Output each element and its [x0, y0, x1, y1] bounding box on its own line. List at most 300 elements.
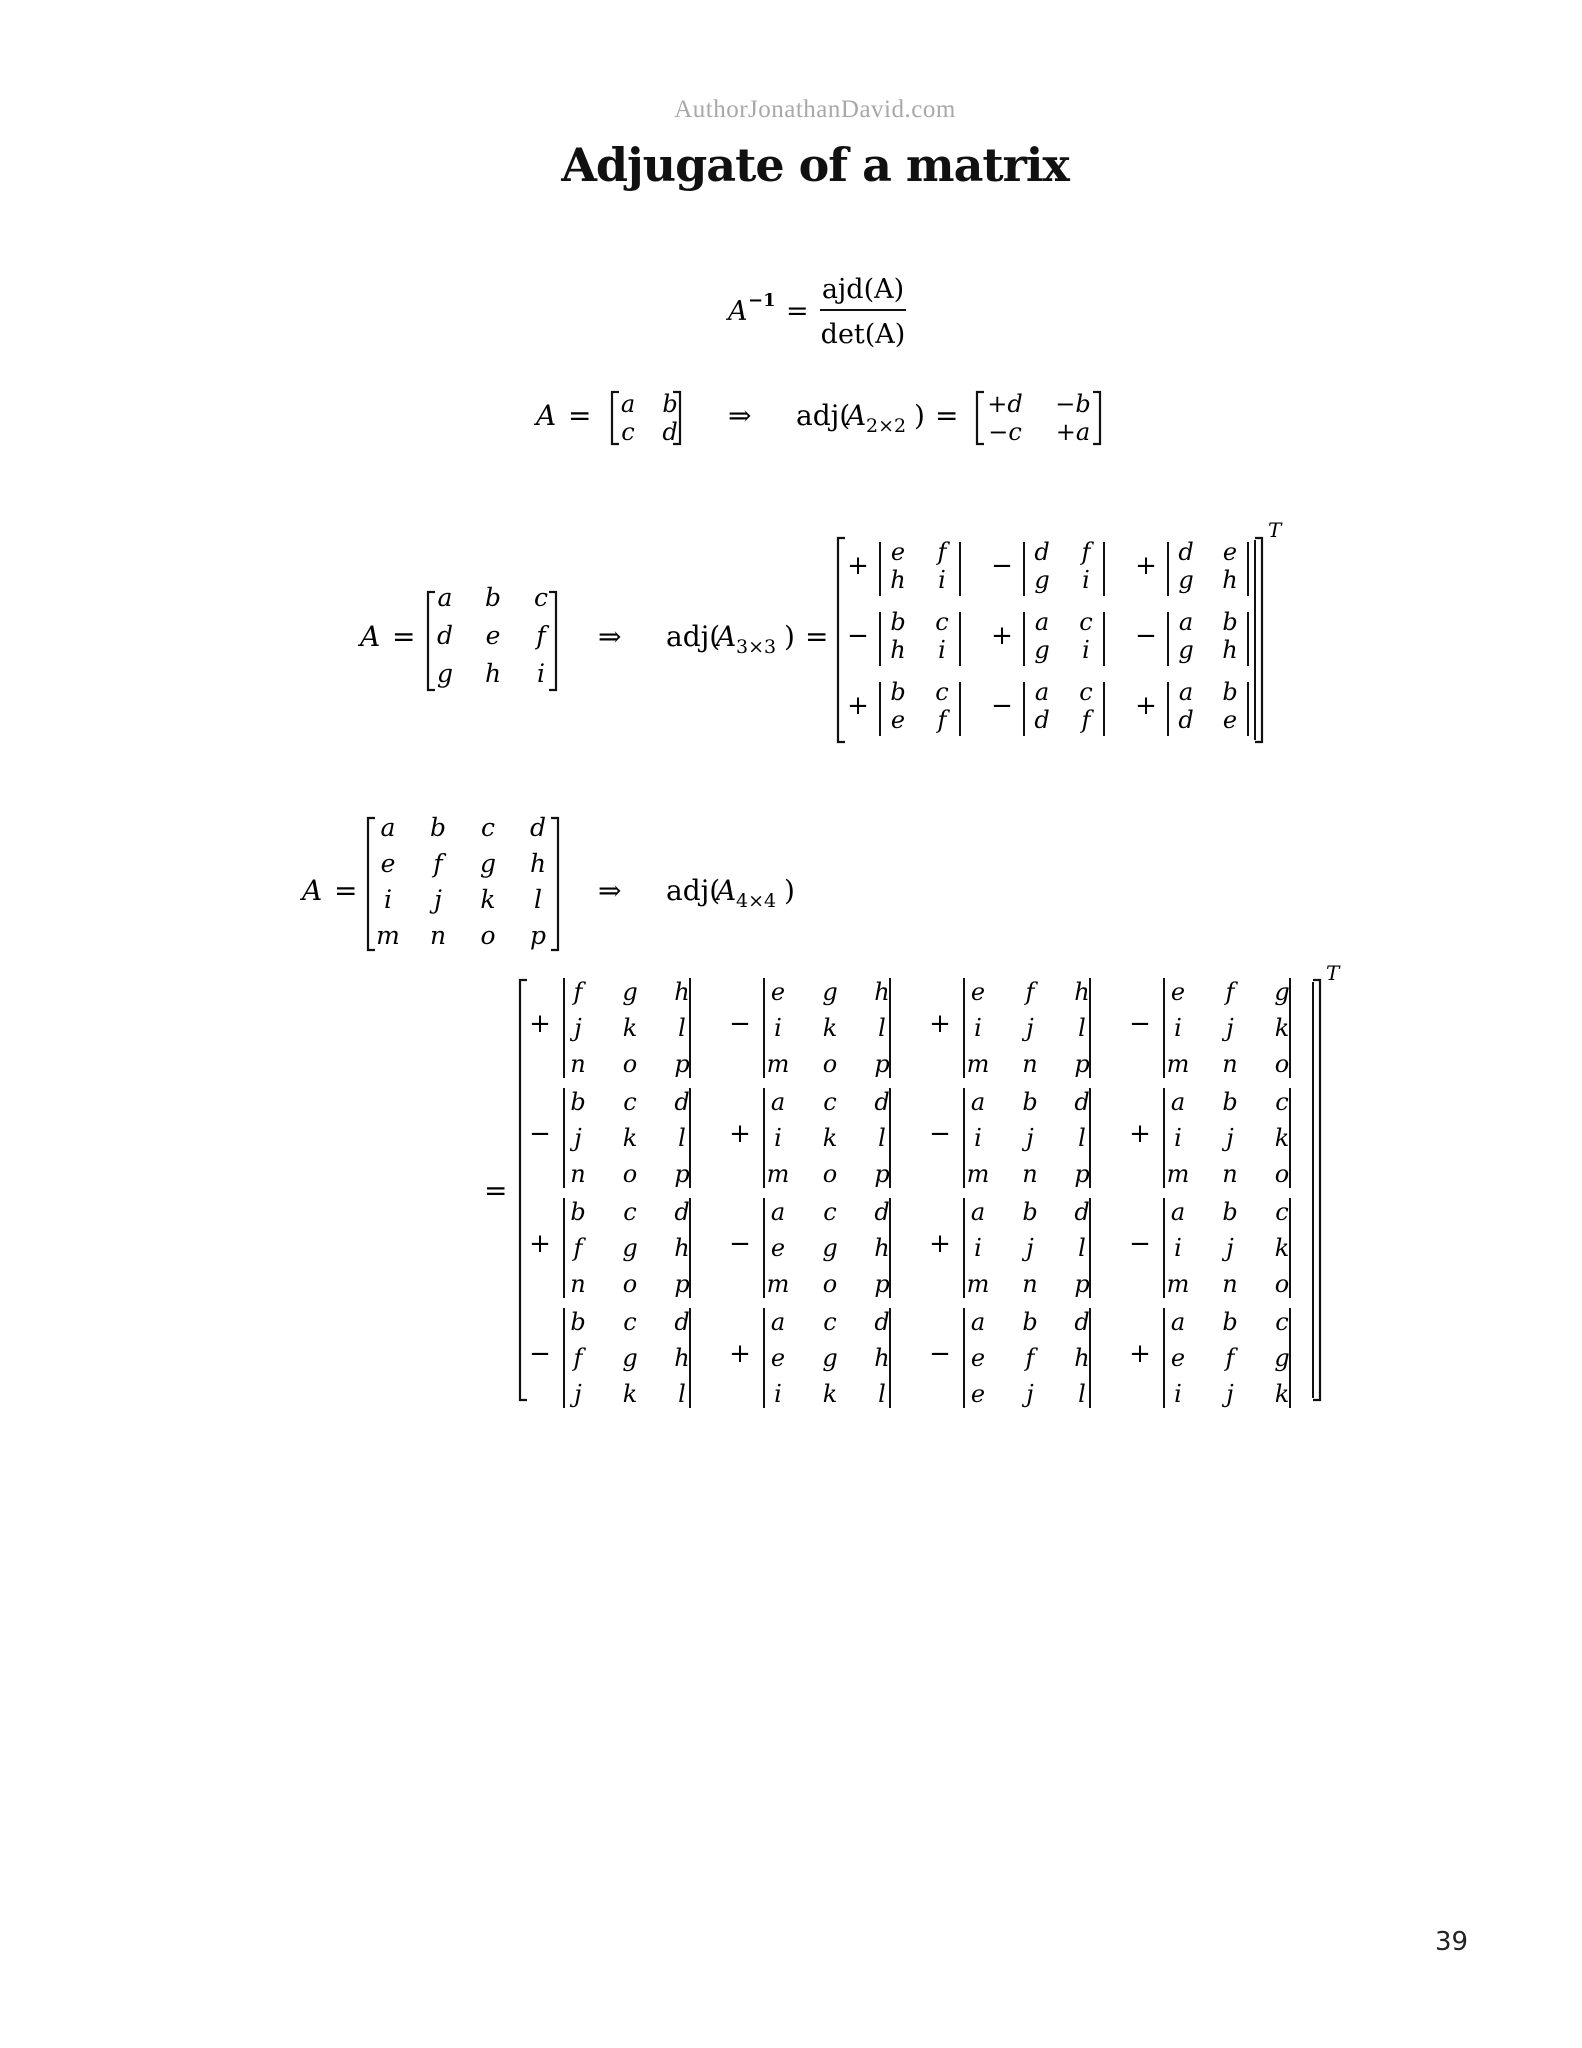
minor-entry: p [874, 1160, 890, 1188]
mat3-entry: e [485, 621, 501, 650]
minor-entry: a [1178, 608, 1194, 636]
adj2-left-bracket [977, 392, 984, 444]
cof3-left-bracket [838, 538, 845, 742]
minor-entry: g [622, 978, 638, 1006]
minor-entry: h [1074, 978, 1090, 1006]
minor-entry: j [1226, 1234, 1234, 1262]
minor-entry: p [874, 1270, 890, 1298]
mat4-entry: b [429, 813, 447, 842]
minor-entry: k [822, 1014, 838, 1042]
cofactor-sign: + [729, 1339, 751, 1369]
cofactor-sign: − [1135, 621, 1157, 651]
minor-entry: d [1034, 706, 1050, 734]
minor-entry: i [774, 1380, 782, 1408]
cofactor-sign: + [1135, 551, 1157, 581]
minor-entry: h [874, 1344, 890, 1372]
minor-entry: d [874, 1308, 890, 1336]
minor-entry: l [878, 1014, 886, 1042]
cofactor-4x4 [729, 1198, 890, 1298]
cofactor-4x4 [1129, 1198, 1290, 1298]
cofactor-sign: + [529, 1009, 551, 1039]
mat4-transpose: T [1326, 961, 1340, 985]
mat4-right-bracket [551, 818, 558, 950]
cofactor-3x3 [991, 678, 1104, 736]
minor-entry: p [674, 1050, 690, 1078]
mat2-A-label: A [536, 399, 557, 432]
minor-entry: b [890, 608, 906, 636]
minor-entry: i [1174, 1234, 1182, 1262]
adj2-entry: −b [1055, 390, 1091, 418]
minor-entry: i [774, 1014, 782, 1042]
cofactor-4x4 [529, 978, 690, 1078]
minor-entry: h [674, 1234, 690, 1262]
minor-entry: b [890, 678, 906, 706]
cofactor-3x3 [1135, 678, 1248, 736]
minor-entry: a [770, 1088, 786, 1116]
mat4-implies: ⇒ [598, 874, 622, 907]
adj2-entry: +d [987, 390, 1023, 418]
minor-entry: b [1222, 608, 1238, 636]
mat3-right-bracket [549, 592, 556, 690]
minor-entry: c [1275, 1198, 1289, 1226]
minor-entry: e [1170, 978, 1186, 1006]
cofactor-sign: + [1135, 691, 1157, 721]
adjugate-3x3 [357, 518, 1283, 742]
minor-entry: f [1081, 706, 1091, 734]
mat3-entry: h [484, 659, 502, 688]
cofactor-4x4 [929, 1308, 1090, 1408]
mat3-A-label: A [360, 620, 381, 653]
minor-entry: h [1074, 1344, 1090, 1372]
minor-entry: a [770, 1198, 786, 1226]
minor-entry: d [674, 1088, 690, 1116]
mat3-matrix [428, 583, 556, 690]
minor-entry: o [822, 1270, 838, 1298]
mat4-entry: j [434, 885, 442, 914]
cofactor-3x3 [991, 538, 1104, 596]
minor-entry: h [1222, 566, 1238, 594]
minor-entry: b [1222, 1308, 1238, 1336]
cofactor-4x4 [729, 1088, 890, 1188]
minor-entry: p [1074, 1050, 1090, 1078]
minor-entry: l [678, 1124, 686, 1152]
minor-entry: f [937, 706, 947, 734]
minor-entry: n [570, 1050, 586, 1078]
mat2-adj-close: ) [914, 399, 925, 432]
cofactor-sign: − [729, 1009, 751, 1039]
minor-entry: j [1226, 1014, 1234, 1042]
minor-entry: h [674, 1344, 690, 1372]
mat3-transpose: T [1268, 518, 1282, 542]
minor-entry: i [774, 1124, 782, 1152]
site-url-header: AuthorJonathanDavid.com [674, 96, 956, 123]
mat4-entry: n [429, 921, 447, 950]
minor-entry: j [1026, 1234, 1034, 1262]
mat2-entry: a [620, 390, 636, 418]
cofactor-sign: + [991, 621, 1013, 651]
minor-entry: b [570, 1198, 586, 1226]
minor-entry: a [1034, 678, 1050, 706]
adjugate-4x4 [299, 813, 1341, 1408]
adjugate-2x2 [533, 390, 1100, 446]
minor-entry: g [622, 1344, 638, 1372]
minor-entry: m [1166, 1050, 1190, 1078]
minor-entry: e [1222, 706, 1238, 734]
mat4-entry: m [376, 921, 400, 950]
minor-entry: a [1170, 1308, 1186, 1336]
minor-entry: j [1026, 1014, 1034, 1042]
adj2-entry: +a [1055, 418, 1091, 446]
minor-entry: o [1274, 1160, 1290, 1188]
minor-entry: h [874, 978, 890, 1006]
minor-entry: d [874, 1088, 890, 1116]
minor-entry: c [1275, 1088, 1289, 1116]
cofactor-3x3 [1135, 538, 1248, 596]
minor-entry: j [574, 1014, 582, 1042]
minor-entry: b [1022, 1308, 1038, 1336]
cofactor-sign: + [529, 1229, 551, 1259]
mat3-adj-text: adj( [666, 620, 721, 653]
minor-entry: d [1034, 538, 1050, 566]
minor-entry: i [938, 636, 946, 664]
cofactor-4x4 [929, 1088, 1090, 1188]
minor-entry: b [1022, 1198, 1038, 1226]
mat4-entry: a [380, 813, 396, 842]
inverse-superscript: −1 [748, 290, 776, 311]
cofactor-sign: − [529, 1339, 551, 1369]
minor-entry: l [1078, 1380, 1086, 1408]
mat3-entry: i [537, 659, 545, 688]
mat4-left-bracket [368, 818, 375, 950]
minor-entry: c [935, 608, 949, 636]
cofactor-sign: − [1129, 1229, 1151, 1259]
minor-entry: a [770, 1308, 786, 1336]
minor-entry: p [1074, 1160, 1090, 1188]
page-number: 39 [1435, 1927, 1469, 1957]
minor-entry: i [938, 566, 946, 594]
minor-entry: i [1174, 1014, 1182, 1042]
inverse-equals: = [786, 296, 809, 327]
minor-entry: m [766, 1050, 790, 1078]
mat2-entry: c [621, 418, 635, 446]
minor-entry: g [822, 978, 838, 1006]
cofactor-sign: + [1129, 1339, 1151, 1369]
mat3-left-bracket [428, 592, 435, 690]
minor-entry: a [970, 1088, 986, 1116]
minor-entry: f [573, 1344, 583, 1372]
mat4-entry: h [529, 849, 547, 878]
mat4-adj-close: ) [784, 874, 795, 907]
minor-entry: b [1222, 678, 1238, 706]
minor-entry: k [622, 1124, 638, 1152]
mat2-equals: = [568, 399, 592, 432]
minor-entry: o [822, 1160, 838, 1188]
minor-entry: f [573, 1234, 583, 1262]
minor-entry: p [1074, 1270, 1090, 1298]
mat3-implies: ⇒ [598, 620, 622, 653]
mat2-matrix [612, 390, 680, 446]
minor-entry: g [1178, 636, 1194, 664]
minor-entry: a [970, 1308, 986, 1336]
minor-entry: l [878, 1124, 886, 1152]
mat4-cofactor-matrix [520, 978, 1320, 1408]
minor-entry: e [970, 1344, 986, 1372]
minor-entry: k [822, 1380, 838, 1408]
minor-entry: g [822, 1344, 838, 1372]
cofactor-3x3 [1135, 608, 1248, 666]
minor-entry: o [622, 1270, 638, 1298]
minor-entry: d [674, 1198, 690, 1226]
minor-entry: o [622, 1050, 638, 1078]
minor-entry: g [1274, 978, 1290, 1006]
cofactor-4x4 [529, 1308, 690, 1408]
minor-entry: m [966, 1050, 990, 1078]
minor-entry: n [1022, 1050, 1038, 1078]
minor-entry: j [1226, 1124, 1234, 1152]
mat3-entry: b [484, 583, 502, 612]
minor-entry: n [1222, 1160, 1238, 1188]
minor-entry: m [766, 1160, 790, 1188]
minor-entry: k [1274, 1124, 1290, 1152]
minor-entry: g [1178, 566, 1194, 594]
minor-entry: f [1025, 978, 1035, 1006]
inverse-lhs: A [728, 296, 748, 327]
minor-entry: n [1022, 1270, 1038, 1298]
minor-entry: h [1222, 636, 1238, 664]
mat3-equals: = [392, 620, 416, 653]
minor-entry: f [573, 978, 583, 1006]
minor-entry: c [1079, 678, 1093, 706]
minor-entry: j [1026, 1380, 1034, 1408]
cof4-left-bracket [520, 980, 527, 1400]
mat2-implies: ⇒ [728, 399, 752, 432]
minor-entry: d [1074, 1198, 1090, 1226]
minor-entry: m [966, 1270, 990, 1298]
mat2-entry: d [662, 418, 678, 446]
minor-entry: d [1074, 1088, 1090, 1116]
minor-entry: a [1170, 1088, 1186, 1116]
minor-entry: c [623, 1308, 637, 1336]
mat4-entry: o [480, 921, 496, 950]
minor-entry: c [1079, 608, 1093, 636]
mat3-cofactor-matrix [838, 538, 1262, 742]
cofactor-sign: − [529, 1119, 551, 1149]
mat4-equals: = [334, 874, 358, 907]
mat2-entry: b [662, 390, 678, 418]
minor-entry: o [1274, 1050, 1290, 1078]
minor-entry: m [766, 1270, 790, 1298]
minor-entry: g [1034, 566, 1050, 594]
mat2-adj-text: adj( [796, 399, 851, 432]
minor-entry: p [674, 1160, 690, 1188]
mat4-adj-A: A [716, 874, 737, 907]
minor-entry: l [678, 1014, 686, 1042]
minor-entry: j [574, 1124, 582, 1152]
cofactor-sign: − [847, 621, 869, 651]
mat3-subscript: 3×3 [736, 636, 777, 658]
cofactor-4x4 [529, 1088, 690, 1188]
mat4-adj-text: adj( [666, 874, 721, 907]
cofactor-3x3 [847, 608, 960, 666]
minor-entry: n [1222, 1270, 1238, 1298]
cofactor-sign: + [729, 1119, 751, 1149]
minor-entry: n [570, 1270, 586, 1298]
minor-entry: c [623, 1088, 637, 1116]
mat3-entry: d [436, 621, 454, 650]
minor-entry: c [823, 1308, 837, 1336]
minor-entry: l [1078, 1234, 1086, 1262]
cofactor-sign: − [991, 551, 1013, 581]
cofactor-sign: − [929, 1339, 951, 1369]
minor-entry: m [1166, 1160, 1190, 1188]
page-title: Adjugate of a matrix [561, 138, 1069, 192]
minor-entry: k [1274, 1014, 1290, 1042]
minor-entry: e [770, 1344, 786, 1372]
minor-entry: c [1275, 1308, 1289, 1336]
mat2-left-bracket [612, 392, 619, 444]
mat2-subscript: 2×2 [866, 415, 907, 437]
minor-entry: l [1078, 1124, 1086, 1152]
minor-entry: e [1222, 538, 1238, 566]
minor-entry: e [770, 978, 786, 1006]
minor-entry: l [1078, 1014, 1086, 1042]
mat4-entry: l [534, 885, 542, 914]
minor-entry: a [1170, 1198, 1186, 1226]
inverse-numerator: ajd(A) [821, 274, 905, 305]
minor-entry: e [970, 978, 986, 1006]
minor-entry: k [822, 1124, 838, 1152]
mat4-matrix [368, 813, 558, 950]
minor-entry: e [890, 538, 906, 566]
cofactor-4x4 [1129, 1308, 1290, 1408]
cofactor-sign: + [929, 1229, 951, 1259]
cof4-right-bracket [1313, 980, 1320, 1400]
minor-entry: b [570, 1088, 586, 1116]
mat4-entry: g [479, 849, 497, 878]
minor-entry: j [1226, 1380, 1234, 1408]
minor-entry: i [1174, 1380, 1182, 1408]
minor-entry: e [770, 1234, 786, 1262]
mat4-entry: d [529, 813, 547, 842]
minor-entry: f [1025, 1344, 1035, 1372]
mat4-entry: k [480, 885, 496, 914]
minor-entry: c [623, 1198, 637, 1226]
minor-entry: m [1166, 1270, 1190, 1298]
minor-entry: d [674, 1308, 690, 1336]
minor-entry: o [1274, 1270, 1290, 1298]
mat3-entry: f [536, 621, 546, 650]
minor-entry: b [1022, 1088, 1038, 1116]
minor-entry: e [890, 706, 906, 734]
minor-entry: a [1178, 678, 1194, 706]
minor-entry: f [1081, 538, 1091, 566]
minor-entry: d [1178, 706, 1194, 734]
mat4-entry: c [480, 813, 496, 842]
minor-entry: m [966, 1160, 990, 1188]
minor-entry: g [822, 1234, 838, 1262]
minor-entry: k [622, 1380, 638, 1408]
mat4-big-equals: = [484, 1174, 508, 1207]
minor-entry: a [1034, 608, 1050, 636]
minor-entry: g [1034, 636, 1050, 664]
inverse-formula [725, 274, 906, 350]
minor-entry: o [822, 1050, 838, 1078]
minor-entry: g [622, 1234, 638, 1262]
minor-entry: n [570, 1160, 586, 1188]
mat3-entry: a [437, 583, 453, 612]
minor-entry: c [935, 678, 949, 706]
minor-entry: g [1274, 1344, 1290, 1372]
cofactor-3x3 [991, 608, 1104, 666]
mat4-entry: e [380, 849, 396, 878]
cofactor-4x4 [729, 978, 890, 1078]
minor-entry: i [974, 1124, 982, 1152]
mat3-adj-close: ) [784, 620, 795, 653]
minor-entry: h [890, 636, 906, 664]
cofactor-4x4 [1129, 978, 1290, 1078]
mat4-entry: p [529, 921, 547, 950]
cofactor-4x4 [529, 1198, 690, 1298]
cofactor-4x4 [1129, 1088, 1290, 1188]
minor-entry: n [1022, 1160, 1038, 1188]
minor-entry: k [1274, 1234, 1290, 1262]
minor-entry: k [1274, 1380, 1290, 1408]
minor-entry: n [1222, 1050, 1238, 1078]
cofactor-sign: + [847, 551, 869, 581]
mat2-adjugate-matrix [977, 390, 1100, 446]
cofactor-sign: − [991, 691, 1013, 721]
minor-entry: h [674, 978, 690, 1006]
mat2-adj-equals: = [935, 399, 959, 432]
minor-entry: i [1082, 566, 1090, 594]
mat3-entry: c [533, 583, 549, 612]
minor-entry: d [1074, 1308, 1090, 1336]
minor-entry: j [1026, 1124, 1034, 1152]
minor-entry: e [970, 1380, 986, 1408]
minor-entry: a [970, 1198, 986, 1226]
cofactor-sign: − [929, 1119, 951, 1149]
mat2-adj-A: A [846, 399, 867, 432]
minor-entry: o [622, 1160, 638, 1188]
cofactor-4x4 [929, 978, 1090, 1078]
minor-entry: l [878, 1380, 886, 1408]
minor-entry: p [874, 1050, 890, 1078]
minor-entry: c [823, 1088, 837, 1116]
minor-entry: k [622, 1014, 638, 1042]
minor-entry: j [574, 1380, 582, 1408]
cofactor-sign: + [929, 1009, 951, 1039]
cofactor-sign: + [847, 691, 869, 721]
minor-entry: c [823, 1198, 837, 1226]
mat4-entry: i [384, 885, 392, 914]
minor-entry: i [1082, 636, 1090, 664]
cofactor-sign: − [1129, 1009, 1151, 1039]
minor-entry: i [1174, 1124, 1182, 1152]
minor-entry: f [937, 538, 947, 566]
minor-entry: h [874, 1234, 890, 1262]
adj2-right-bracket [1093, 392, 1100, 444]
adj2-entry: −c [988, 418, 1022, 446]
mat3-entry: g [436, 659, 454, 688]
minor-entry: f [1225, 978, 1235, 1006]
minor-entry: h [890, 566, 906, 594]
cofactor-sign: − [729, 1229, 751, 1259]
minor-entry: l [678, 1380, 686, 1408]
minor-entry: p [674, 1270, 690, 1298]
cofactor-sign: + [1129, 1119, 1151, 1149]
minor-entry: b [570, 1308, 586, 1336]
cofactor-4x4 [729, 1308, 890, 1408]
